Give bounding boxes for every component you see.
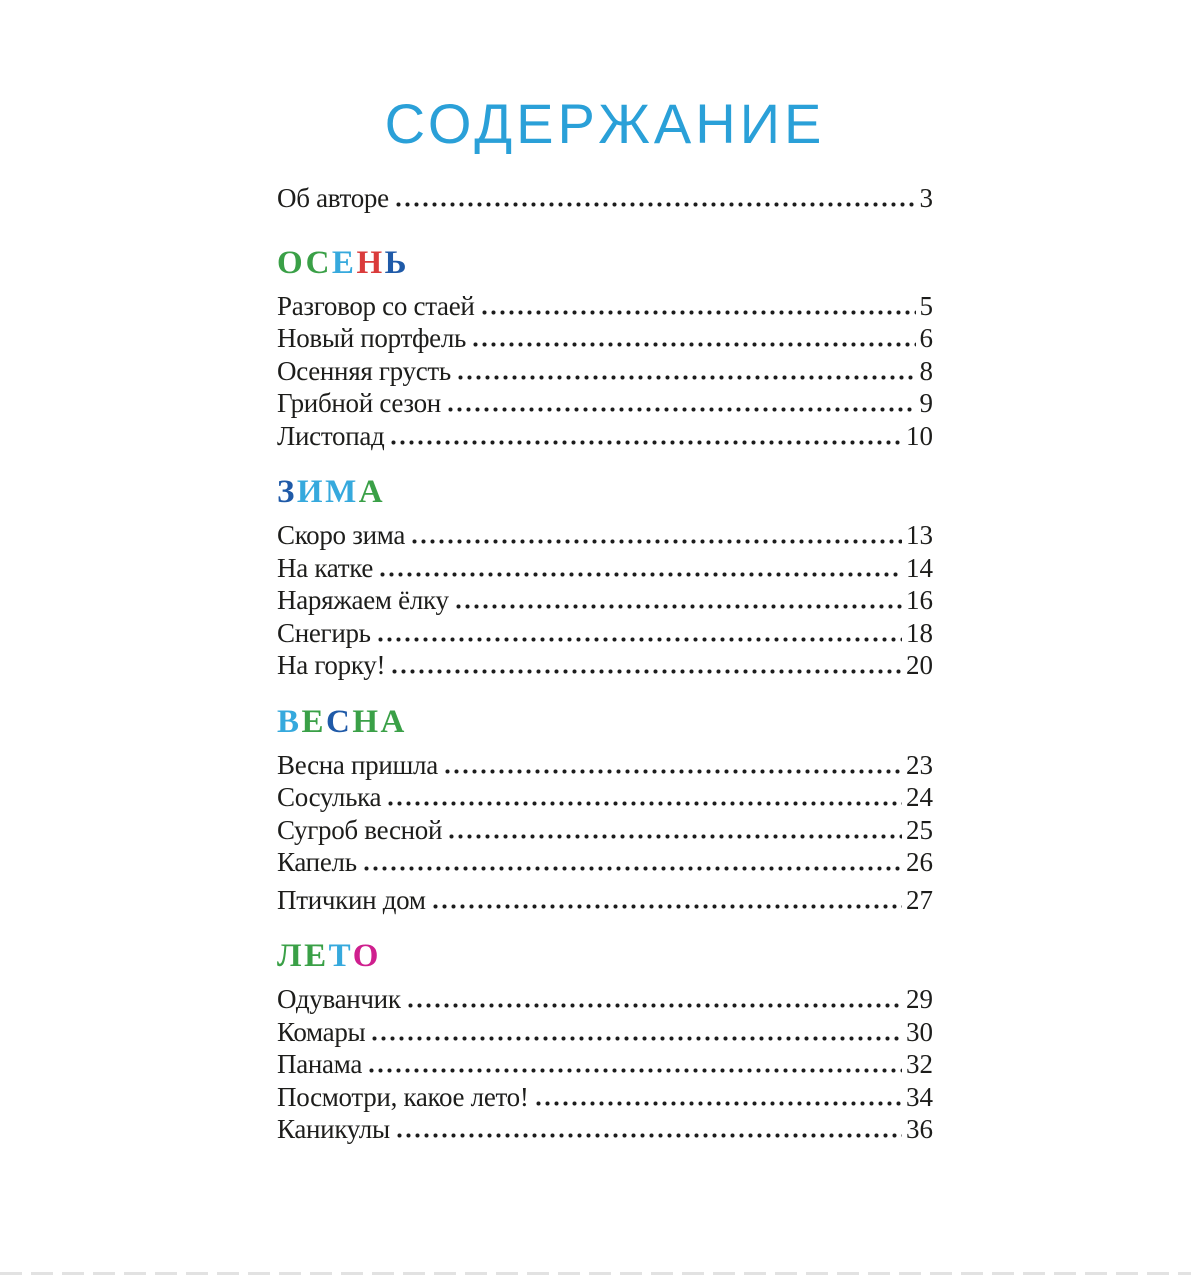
toc-entry-label: На горку! [277, 650, 386, 680]
toc-entry-label: Каникулы [277, 1114, 390, 1144]
heading-letter: Т [328, 938, 353, 974]
toc-entry-page: 13 [906, 520, 933, 550]
toc-entry [277, 322, 933, 355]
toc-entry [277, 420, 933, 453]
heading-letter: М [325, 474, 359, 510]
section-list-spring [277, 749, 933, 917]
dot-leader [433, 904, 902, 909]
toc-entry-label: Новый портфель [277, 323, 467, 353]
heading-letter: А [380, 703, 407, 740]
toc-entry-page: 24 [906, 782, 933, 812]
section-heading-spring [277, 704, 933, 740]
toc-entry-label: Птичкин дом [277, 884, 426, 915]
toc-entry [277, 649, 933, 682]
dot-leader [412, 539, 902, 544]
section-heading-winter [277, 474, 933, 510]
page-bottom-edge [0, 1272, 1191, 1275]
heading-letter: Л [277, 938, 305, 974]
toc-entry-page: 27 [906, 884, 933, 915]
toc-entry [277, 1016, 933, 1049]
toc-entry [277, 552, 933, 585]
table-of-contents [277, 0, 933, 1146]
toc-entry-page: 20 [906, 650, 933, 680]
toc-entry-label: Наряжаем ёлку [277, 585, 449, 615]
toc-entry [277, 182, 933, 215]
toc-entry [277, 387, 933, 420]
toc-entry [277, 290, 933, 323]
dot-leader [369, 1068, 902, 1073]
page-title: СОДЕРЖАНИЕ [384, 92, 826, 155]
toc-entry [277, 1113, 933, 1146]
heading-letter: В [277, 703, 302, 740]
toc-entry-page: 3 [919, 183, 933, 213]
heading-letter: З [277, 474, 297, 510]
dot-leader [473, 342, 915, 347]
heading-letter: И [296, 474, 326, 510]
toc-entry-label: Снегирь [277, 617, 371, 648]
dot-leader [536, 1101, 902, 1106]
toc-entry-page: 9 [919, 388, 933, 418]
dot-leader [482, 310, 916, 315]
section-list-winter [277, 519, 933, 682]
heading-letter: Ь [384, 244, 409, 281]
toc-entry-label: Об авторе [277, 183, 389, 213]
toc-entry [277, 846, 933, 879]
dot-leader [408, 1003, 902, 1008]
heading-letter: С [326, 703, 353, 740]
heading-letter: О [352, 938, 381, 974]
toc-entry-page: 23 [906, 749, 933, 780]
toc-entry-label: Скоро зима [277, 520, 406, 550]
toc-entry-label: Панама [277, 1049, 363, 1079]
toc-entry [277, 983, 933, 1016]
dot-leader [449, 834, 902, 839]
toc-entry-page: 14 [906, 552, 933, 583]
toc-entry-label: Сосулька [277, 782, 382, 812]
toc-entry-page: 18 [906, 617, 933, 648]
toc-entry [277, 617, 933, 650]
toc-entry [277, 584, 933, 617]
dot-leader [445, 769, 902, 774]
toc-entry [277, 1081, 933, 1114]
dot-leader [364, 866, 902, 871]
toc-entry-page: 32 [906, 1049, 933, 1079]
toc-entry-label: Грибной сезон [277, 388, 441, 418]
toc-entry-page: 34 [906, 1081, 933, 1112]
toc-entry-page: 26 [906, 847, 933, 877]
toc-entry-page: 6 [919, 323, 933, 353]
dot-leader [378, 637, 902, 642]
dot-leader [372, 1036, 902, 1041]
dot-leader [396, 202, 916, 207]
toc-entry-label: Осенняя грусть [277, 355, 451, 386]
heading-letter: О [277, 244, 306, 281]
toc-entry-label: Посмотри, какое лето! [277, 1081, 529, 1112]
heading-letter: С [305, 244, 332, 281]
dot-leader [391, 440, 902, 445]
heading-letter: Е [304, 938, 329, 974]
dot-leader [388, 801, 902, 806]
toc-entry [277, 519, 933, 552]
toc-entry-label: Комары [277, 1016, 366, 1047]
toc-entry [277, 749, 933, 782]
toc-entry-label: На катке [277, 552, 374, 583]
dot-leader [456, 604, 902, 609]
toc-entry-page: 5 [919, 290, 933, 321]
dot-leader [448, 407, 916, 412]
toc-entry-label: Листопад [277, 420, 385, 451]
toc-entry [277, 884, 933, 917]
dot-leader [458, 375, 916, 380]
section-heading-summer [277, 938, 933, 974]
heading-letter: Н [356, 244, 385, 281]
dot-leader [392, 669, 902, 674]
toc-entry-page: 30 [906, 1016, 933, 1047]
toc-entry-label: Одуванчик [277, 984, 401, 1014]
heading-letter: А [358, 474, 386, 510]
dot-leader [380, 572, 902, 577]
section-list-autumn [277, 290, 933, 453]
toc-entry [277, 1048, 933, 1081]
toc-entry [277, 355, 933, 388]
heading-letter: Н [352, 703, 381, 740]
heading-letter: Е [301, 703, 327, 740]
heading-letter: Е [331, 244, 357, 281]
dot-leader [397, 1133, 902, 1138]
toc-entry-page: 29 [906, 984, 933, 1014]
toc-entry-label: Весна пришла [277, 749, 438, 780]
toc-entry-label: Сугроб весной [277, 814, 443, 845]
toc-entry-page: 10 [906, 420, 933, 451]
toc-entry-page: 25 [906, 814, 933, 845]
toc-entry-label: Разговор со стаей [277, 290, 475, 321]
toc-entry [277, 781, 933, 814]
toc-entry-label: Капель [277, 847, 357, 877]
toc-entry [277, 814, 933, 847]
toc-entry-page: 8 [919, 355, 933, 386]
toc-entry-page: 36 [906, 1114, 933, 1144]
section-heading-autumn [277, 245, 933, 281]
section-list-summer [277, 983, 933, 1146]
toc-entry-page: 16 [906, 585, 933, 615]
